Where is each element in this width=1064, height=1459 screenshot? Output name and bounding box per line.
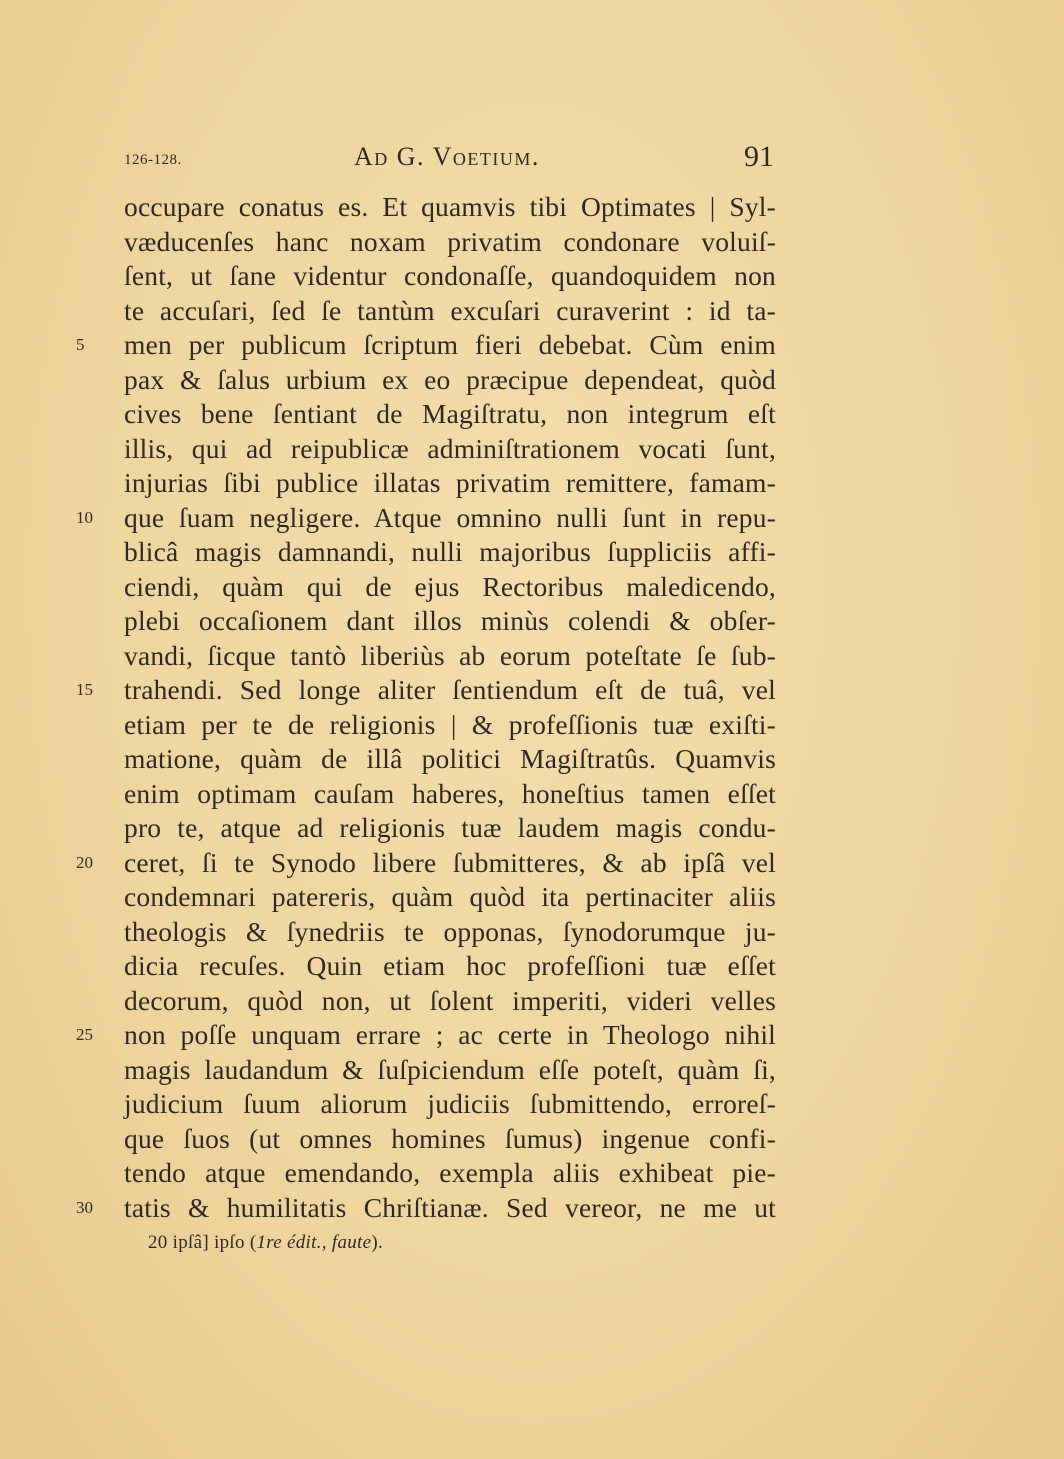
line-text: theologis & ſynedriis te opponas, ſynodorumque ju- (124, 915, 776, 947)
text-line (124, 466, 776, 501)
line-text: tendo atque emendando, exempla aliis exhibeat pie- (124, 1157, 776, 1188)
line-text: que ſuam negligere. Atque omnino nulli ſunt in repu- (124, 501, 776, 533)
line-text: pax & ſalus urbium ex eo præcipue dependeat, quòd (124, 363, 776, 395)
line-text: blicâ magis damnandi, nulli majoribus ſuppliciis affi- (124, 536, 776, 567)
line-text: pro te, atque ad religionis tuæ laudem magis condu- (124, 812, 776, 843)
text-line (124, 1053, 776, 1088)
text-line (124, 777, 776, 812)
line-text: judicium ſuum aliorum judiciis ſubmittendo, erroreſ- (124, 1088, 776, 1119)
line-text: men per publicum ſcriptum fieri debebat. Cùm enim (124, 329, 776, 360)
text-line (124, 570, 776, 605)
line-text: illis, qui ad reipublicæ adminiſtrationem vocati ſunt, (124, 432, 776, 464)
text-line (124, 259, 776, 294)
text-line (124, 949, 776, 984)
text-line (76, 1018, 776, 1053)
text-line (124, 880, 776, 915)
line-text: dicia recuſes. Quin etiam hoc profeſſioni tuæ eſſet (124, 950, 776, 981)
text-line (124, 1156, 776, 1191)
text-line (124, 363, 776, 398)
footnote-close: ). (371, 1232, 384, 1253)
text-line (124, 639, 776, 674)
footnote-edition-note: 1re édit., faute (256, 1232, 372, 1253)
footnote-reference: 20 ipſâ] ipſo ( (148, 1232, 257, 1253)
running-head (124, 142, 774, 182)
text-line (124, 535, 776, 570)
line-text: cives bene ſentiant de Magiſtratu, non integrum eſt (124, 398, 776, 429)
line-text: ceret, ſi te Synodo libere ſubmitteres, & ab ipſâ vel (124, 846, 776, 878)
text-line (124, 811, 776, 846)
line-number: 30 (76, 1197, 93, 1217)
line-text: trahendi. Sed longe aliter ſentiendum eſt de tuâ, vel (124, 674, 776, 705)
line-text: vandi, ſicque tantò liberiùs ab eorum poteſtate ſe ſub- (124, 639, 776, 671)
text-line (76, 673, 776, 708)
text-line (124, 432, 776, 467)
text-line (124, 397, 776, 432)
text-line (124, 225, 776, 260)
text-line (124, 604, 776, 639)
text-line (124, 294, 776, 329)
text-line (124, 742, 776, 777)
text-line (124, 1087, 776, 1122)
line-text: plebi occaſionem dant illos minùs colendi & obſer- (124, 605, 776, 636)
text-line (124, 190, 776, 225)
text-line (76, 328, 776, 363)
line-text: magis laudandum & ſuſpiciendum eſſe poteſt, quàm ſi, (124, 1053, 776, 1085)
line-text: que ſuos (ut omnes homines ſumus) ingenue confi- (124, 1122, 776, 1154)
line-number: 10 (76, 507, 93, 527)
text-line (76, 846, 776, 881)
line-text: condemnari patereris, quàm quòd ita pertinaciter aliis (124, 881, 776, 912)
line-text: decorum, quòd non, ut ſolent imperiti, videri velles (124, 984, 776, 1016)
line-text: etiam per te de religionis | & profeſſionis tuæ exiſti- (124, 708, 776, 740)
latin-text-block (76, 190, 776, 1225)
line-text: matione, quàm de illâ politici Magiſtratûs. Quamvis (124, 743, 776, 774)
footnote (148, 1232, 383, 1254)
running-title: Ad G. Voetium. (354, 142, 540, 171)
line-text: non poſſe unquam errare ; ac certe in Theologo nihil (124, 1019, 776, 1050)
text-line (124, 1122, 776, 1157)
text-line (124, 984, 776, 1019)
line-text: væducenſes hanc noxam privatim condonare voluiſ- (124, 225, 776, 257)
text-line (124, 708, 776, 743)
line-text: te accuſari, ſed ſe tantùm excuſari curaverint : id ta- (124, 294, 776, 326)
line-number: 5 (76, 335, 85, 354)
line-number: 15 (76, 680, 93, 699)
line-text: ciendi, quàm qui de ejus Rectoribus maledicendo, (124, 570, 776, 602)
text-line (124, 915, 776, 950)
page-number: 91 (744, 140, 774, 173)
folio-range: 126-128. (124, 152, 182, 168)
line-number: 25 (76, 1025, 93, 1044)
text-line (76, 1191, 776, 1226)
line-text: ſent, ut ſane videntur condonaſſe, quandoquidem non (124, 260, 776, 291)
line-text: injurias ſibi publice illatas privatim remittere, famam- (124, 467, 776, 498)
line-text: occupare conatus es. Et quamvis tibi Optimates | Syl- (124, 191, 776, 222)
line-text: enim optimam cauſam haberes, honeſtius tamen eſſet (124, 777, 776, 809)
line-number: 20 (76, 852, 93, 872)
text-line (76, 501, 776, 536)
line-text: tatis & humilitatis Chriſtianæ. Sed vereor, ne me ut (124, 1191, 776, 1223)
